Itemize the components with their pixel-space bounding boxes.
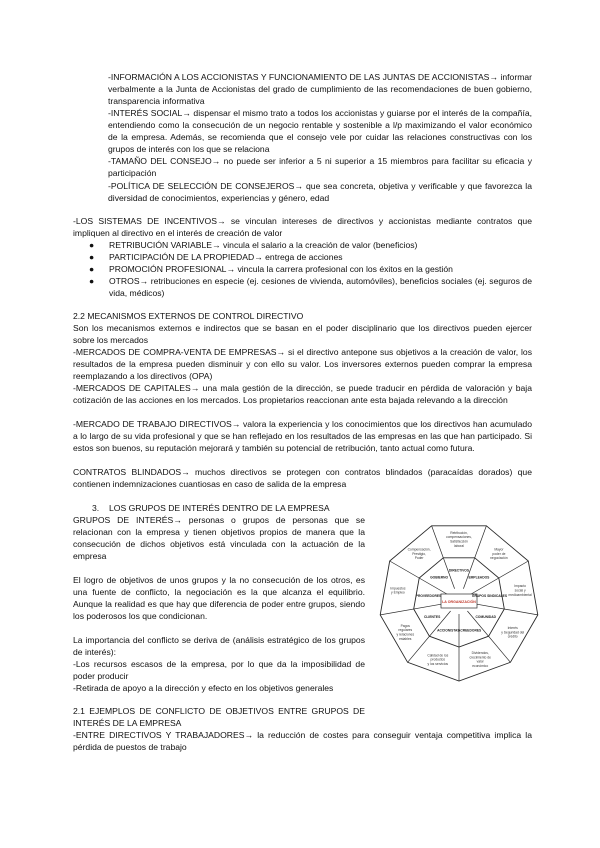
bullet-icon: ● <box>89 264 95 274</box>
outer-label-line: y relaciones <box>396 632 415 637</box>
outer-label-line: y los servicios <box>427 661 449 666</box>
para-interes-social: -INTERÉS SOCIAL→ dispensar el mismo trato a todos los accionistas y guiarse por el interés de la compañía, entendiendo como la consecución de un negocio rentable y sostenible a l/p maximizando el valor económico de la empresa. Además, se recomienda que el consejo vele por cuidar las relaciones constructivas con los grupos de interés con los que se relaciona <box>108 108 532 154</box>
para-contratos-blindados: CONTRATOS BLINDADOS→ muchos directivos se protegen con contratos blindados (paracaídas dorados) que contienen indemnizaciones cuantiosas en caso de salida de la empresa <box>73 467 532 489</box>
outer-label-line: productos <box>430 657 446 662</box>
outer-label-line: Impuestos <box>390 586 406 591</box>
spoke-line <box>380 603 446 615</box>
para-mercados-capitales: -MERCADOS DE CAPITALES→ una mala gestión de la dirección, se puede traducir en pérdida de valoración y baja cotización de las acciones en los mercados. Los propietarios reaccionan ante esta bajada relevando a la dirección <box>73 383 532 405</box>
section-3-title: LOS GRUPOS DE INTERÉS DENTRO DE LA EMPRESA <box>109 503 330 513</box>
para-mercado-trabajo: -MERCADO DE TRABAJO DIRECTIVOS→ valora la experiencia y los conocimientos que los directivos han acumulado a lo largo de su vida profesional y que se han reflejado en los resultados de las empresas en las que han participado. Si estos son buenos, su reputación mejorará y también su potencial de retribución, tanto actual como futura. <box>73 419 532 453</box>
outer-label-line: poder de <box>492 551 506 556</box>
list-item-text: PROMOCIÓN PROFESIONAL→ vincula la carrera profesional con los éxitos en la gestión <box>109 264 453 274</box>
outer-label-line: Dividendos, <box>471 651 489 656</box>
outer-label-line: Interés <box>507 626 518 630</box>
section-2-1-title: 2.1 EJEMPLOS DE CONFLICTO DE OBJETIVOS ENTRE GRUPOS DE INTERÉS DE LA EMPRESA <box>73 706 365 728</box>
outer-label-line: crecimiento de <box>469 655 491 660</box>
outer-label-line: laboral <box>454 543 464 548</box>
para-info-accionistas: -INFORMACIÓN A LOS ACCIONISTAS Y FUNCIONAMIENTO DE LAS JUNTAS DE ACCIONISTAS→ informar verbalmente a la Junta de Accionistas del grado de cumplimiento de las recomendaciones de buen gobierno, transparencia informativa <box>108 72 532 106</box>
list-item-text: OTROS→ retribuciones en especie (ej. cesiones de vivienda, automóviles), beneficios sociales (ej. seguros de vida, médicos) <box>109 276 532 298</box>
bullet-icon: ● <box>89 240 95 250</box>
para-importancia-conflicto: La importancia del conflicto se deriva de (análisis estratégico de los grupos de interés): <box>73 635 365 657</box>
outer-label-line: Impacto <box>514 584 526 589</box>
bullet-icon: ● <box>89 252 95 262</box>
para-mercados-compraventa: -MERCADOS DE COMPRA-VENTA DE EMPRESAS→ si el directivo antepone sus objetivos a la creación de valor, los resultados de la empresa pueden disminuir y con ello su valor. Los inversores externos pueden comprar la empresa reemplazando a los directivos (OPA) <box>73 347 532 381</box>
inner-label: ACREEDORES <box>457 628 482 633</box>
para-grupos-interes: GRUPOS DE INTERÉS→ personas o grupos de personas que se relacionan con la empresa y tienen objetivos propios de manera que la consecución de dichos objetivos está vinculada con la actuación de la empresa <box>73 515 365 561</box>
outer-label-line: estables <box>399 636 412 641</box>
outer-label-line: medioambiental <box>508 592 532 597</box>
inner-label: GRUPOS SINDICALES <box>471 593 508 598</box>
para-retirada-apoyo: -Retirada de apoyo a la dirección y efecto en los objetivos generales <box>73 683 334 693</box>
para-tamano-consejo: -TAMAÑO DEL CONSEJO→ no puede ser inferior a 5 ni superior a 15 miembros para facilitar su eficacia y participación <box>108 156 532 178</box>
outer-label-line: compensaciones, <box>446 535 472 540</box>
center-label: LA ORGANIZACIÓN <box>442 600 476 604</box>
outer-label-line: Poder <box>414 556 424 561</box>
para-directivos-trabajadores: -ENTRE DIRECTIVOS Y TRABAJADORES→ la reducción de costes para conseguir ventaja competitiva implica la pérdida de puestos de trabajo <box>73 730 532 752</box>
inner-label: ACCIONISTAS <box>437 628 460 633</box>
section-3-number: 3. <box>92 503 100 513</box>
outer-label-line: Satisfacción <box>450 539 468 544</box>
list-item-text: RETRIBUCIÓN VARIABLE→ vincula el salario a la creación de valor (beneficios) <box>109 240 418 250</box>
inner-label: GOBIERNO <box>430 575 449 580</box>
para-incentivos: -LOS SISTEMAS DE INCENTIVOS→ se vinculan intereses de directivos y accionistas mediante contratos que impliquen al directivo en el interés de creación de valor <box>73 216 532 238</box>
outer-label-line: social y <box>514 588 526 593</box>
outer-label-line: Pagos <box>400 623 410 628</box>
outer-label-line: regulares <box>398 628 413 633</box>
para-recursos-escasos: -Los recursos escasos de la empresa, por lo que da la imposibilidad de poder producir <box>73 659 365 681</box>
section-2-2-title: 2.2 MECANISMOS EXTERNOS DE CONTROL DIRECTIVO <box>73 311 304 321</box>
outer-label-line: crédito <box>507 634 518 639</box>
outer-label-line: y Seguridad del <box>501 630 525 635</box>
outer-label-line: valor <box>476 659 484 664</box>
bullet-icon: ● <box>89 276 95 286</box>
inner-label: COMUNIDAD <box>475 614 497 619</box>
para-mecanismos-externos: Son los mecanismos externos e indirectos que se basan en el poder disciplinario que los directivos pueden ejercer sobre los mercados <box>73 323 532 345</box>
outer-label-line: Calidad de los <box>427 653 449 658</box>
outer-label-line: Retribución, <box>450 530 468 535</box>
inner-label: EMPLEADOS <box>468 575 490 580</box>
inner-label: DIRECTIVOS <box>448 568 470 573</box>
outer-label-line: y Empleo <box>391 590 405 595</box>
outer-label-line: Mayor <box>494 547 504 552</box>
inner-label: PROVEEDORES <box>415 593 442 598</box>
spoke-line <box>472 603 538 615</box>
para-politica-seleccion: -POLÍTICA DE SELECCIÓN DE CONSEJEROS→ que sea concreta, objetiva y verificable y que favorezca la diversidad de conocimientos, experiencias y género, edad <box>108 181 532 203</box>
outer-label-line: Compensación, <box>407 547 431 552</box>
stakeholder-diagram <box>376 516 542 686</box>
list-item-text: PARTICIPACIÓN DE LA PROPIEDAD→ entrega de acciones <box>109 252 343 262</box>
para-logro-objetivos: El logro de objetivos de unos grupos y la no consecución de los otros, es una fuente de conflicto, la negociación es la que alcanza el equilibrio. Aunque la realidad es que hay que diferencia de poder entre grupos, siendo los poderosos los que condicionan. <box>73 575 365 621</box>
outer-label-line: negociación <box>490 556 508 561</box>
outer-label-line: Prestigio, <box>412 551 426 556</box>
inner-label: CLIENTES <box>424 614 441 619</box>
outer-label-line: económico <box>472 664 489 668</box>
